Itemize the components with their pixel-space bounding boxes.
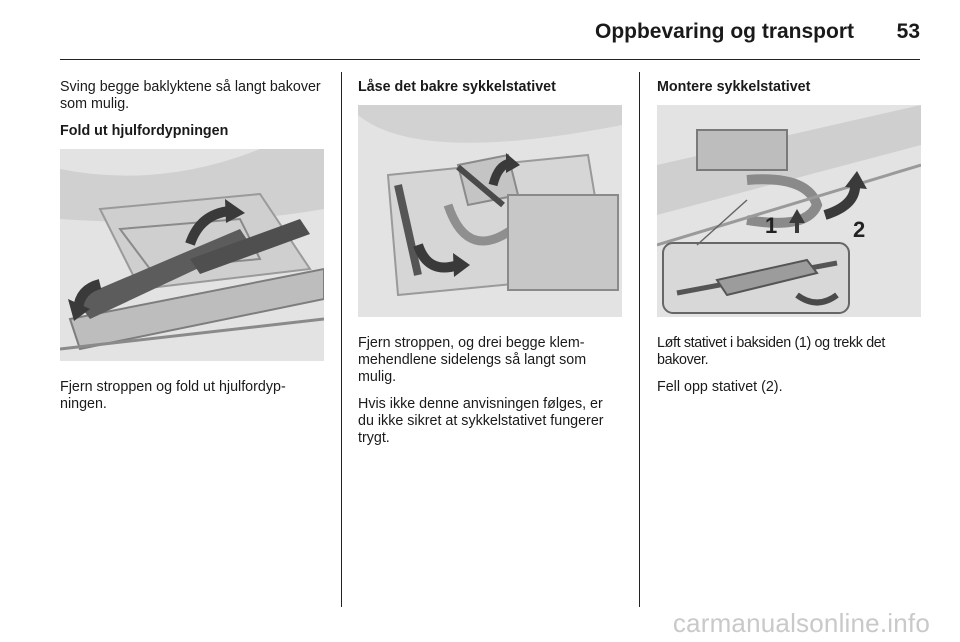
intro-paragraph: Sving begge baklyktene så langt bakover som mulig.	[60, 79, 321, 112]
column-1	[60, 79, 324, 423]
section-heading-mount-rack: Montere sykkelstativet	[657, 79, 811, 95]
section-heading-wheel-recess: Fold ut hjulfordypningen	[60, 123, 229, 139]
figure-caption-2: Fjern stroppen, og drei begge klemmehendlene sidelengs så langt som mulig.	[358, 335, 587, 385]
column-2	[358, 79, 622, 457]
warning-note: Hvis ikke denne anvisningen følges, er du ikke sikret at sykkelstativet fungerer trygt.	[358, 396, 604, 446]
page-header-title: Oppbevaring og transport	[594, 20, 854, 43]
rear-rack-lock-illustration	[358, 105, 622, 317]
wheel-recess-illustration	[60, 149, 324, 361]
section-heading-lock-rear-rack: Låse det bakre sykkelstativet	[358, 79, 556, 95]
figure-caption-1: Fjern stroppen og fold ut hjulfordypningen.	[60, 379, 286, 412]
column-divider-1	[341, 72, 342, 607]
site-watermark: carmanualsonline.info	[672, 608, 930, 638]
figure-caption-3: Løft stativet i baksiden (1) og trekk det bakover.	[657, 335, 886, 368]
mount-rack-illustration	[657, 105, 921, 317]
column-divider-2	[639, 72, 640, 607]
header-rule	[60, 59, 920, 60]
callout-2: 2	[853, 217, 866, 242]
column-3	[657, 79, 921, 406]
page-number: 53	[896, 20, 920, 43]
callout-1: 1	[765, 213, 778, 238]
step-2-text: Fell opp stativet (2).	[657, 379, 783, 395]
